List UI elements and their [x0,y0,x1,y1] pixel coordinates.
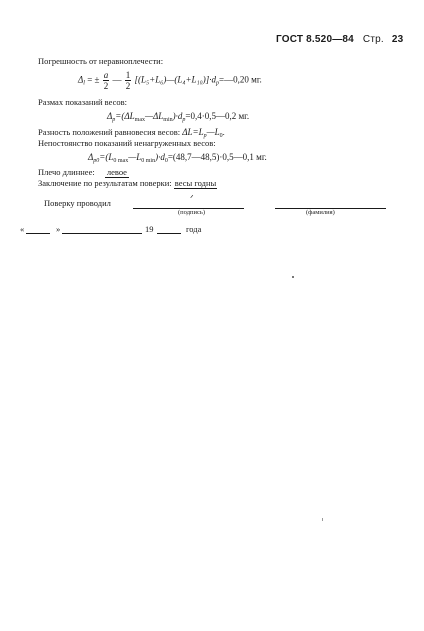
date-year-prefix: 19 [145,224,154,234]
scan-speck [322,518,323,521]
nonlinearity-label: Погрешность от неравноплечести: [38,56,164,66]
date-quote-open: « [20,224,25,234]
date-quote-close: » [56,224,61,234]
scan-speck [292,276,294,278]
range-label: Размах показаний весов: [38,97,128,107]
signature-mark: ᐟ [190,193,194,203]
date-year-suffix: года [186,224,202,234]
arm-value: левое [106,167,127,177]
signature-caption: (подпись) [178,209,205,216]
page-label: Стр. [362,34,384,45]
verifier-label: Поверку проводил [44,198,111,208]
inconstancy-formula: $\Delta_{p0}=(L_{0 max}—L_{0 min})\cdot d_0=(48,7—48,5)\cdot 0,5—0,1$ мг. [88,152,267,164]
surname-caption: (фамилия) [306,209,335,216]
conclusion-line: Заключение по результатам поверки: весы годны [38,178,217,188]
arm-line: Плечо длиннее: левое [38,167,127,177]
range-formula: $\Delta_p=(\Delta L_{max}—\Delta L_{min})\cdot d_p=0,4\cdot 0,5—0,2$ мг. [107,111,250,123]
page-number: 23 [391,34,404,45]
gost-number: ГОСТ 8.520—84 [276,34,354,45]
difference-line: Разность положений равновесия весов: $\Delta L=L_p—L_0$. [38,127,225,139]
fraction-a-over-2: $\frac{a}{2}$ [103,70,109,91]
date-month-line [62,233,142,234]
date-year-line [157,233,181,234]
nonlinearity-formula: $\Delta_l$ = ± $\frac{a}{2}$ — $\frac{1}{2}$ $[(L_5+L_6)—(L_4+L_{10})]\cdot d_p=—0,20$ мг. [78,70,262,91]
date-day-line [26,233,50,234]
fraction-1-over-2: $\frac{1}{2}$ [125,70,131,91]
conclusion-value: весы годны [174,178,217,188]
document-header [276,34,403,45]
inconstancy-label: Непостоянство показаний ненагруженных весов: [38,138,216,148]
